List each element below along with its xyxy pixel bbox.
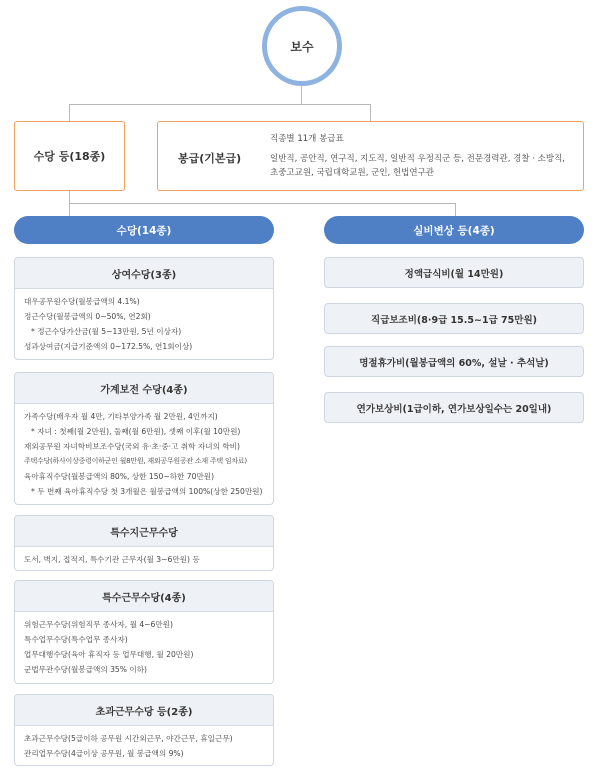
card-bonus-allowance bbox=[14, 257, 274, 360]
allowance-types-header-label: 수당(14종) bbox=[116, 224, 172, 237]
card-title: 가계보전 수당(4종) bbox=[15, 373, 273, 404]
connector-allowances-down bbox=[69, 191, 70, 203]
card-title: 특수근무수당(4종) bbox=[15, 581, 273, 612]
card-line: 가족수당(배우자 월 4만, 기타부양가족 월 2만원, 4인까지) bbox=[24, 412, 218, 421]
card-line: 위험근무수당(위험직무 종사자, 월 4~6만원) bbox=[24, 620, 173, 629]
card-line: * 정근수당가산금(월 5~13만원, 5년 이상자) bbox=[31, 327, 182, 336]
annual-leave-compensation-box bbox=[324, 392, 584, 423]
card-household-allowance bbox=[14, 372, 274, 505]
base-salary-line-2: 초중고교원, 국립대학교원, 군인, 헌법연구관 bbox=[270, 168, 435, 178]
expense-compensation-header bbox=[324, 216, 584, 244]
card-line: 도서, 벽지, 접적지, 특수기관 근무자(월 3~6만원) 등 bbox=[24, 555, 200, 564]
card-line: 성과상여금(지급기준액의 0~172.5%, 연1회이상) bbox=[24, 342, 193, 351]
card-line: 주택수당(하사이상중령이하군인 월8만원, 재외공무원공관 소재 주택 임차료) bbox=[24, 457, 247, 465]
meal-allowance-box bbox=[324, 257, 584, 288]
base-salary-node bbox=[157, 121, 584, 191]
card-line: 정근수당(월봉급액의 0~50%, 연2회) bbox=[24, 312, 151, 321]
annual-leave-compensation-label: 연가보상비(1급이하, 연가보상일수는 20일내) bbox=[356, 403, 552, 415]
base-salary-title: 봉급(기본급) bbox=[178, 152, 242, 165]
holiday-bonus-label: 명절휴가비(월봉급액의 60%, 설날 · 추석날) bbox=[359, 357, 549, 369]
card-line: * 자녀 : 첫째(월 2만원), 둘째(월 6만원), 셋째 이후(월 10만원) bbox=[31, 427, 241, 436]
allowance-types-header bbox=[14, 216, 274, 244]
connector-top-horizontal bbox=[69, 104, 370, 105]
connector-to-left-header bbox=[69, 203, 70, 216]
position-subsidy-label: 직급보조비(8·9급 15.5~1급 75만원) bbox=[371, 314, 537, 326]
card-overtime-allowance bbox=[14, 694, 274, 766]
connector-to-salary bbox=[370, 104, 371, 121]
base-salary-line-1: 일반직, 공안직, 연구직, 지도직, 일반직 우정직군 등, 전문경력관, 경찰 · 소방직, bbox=[270, 154, 565, 164]
card-line: 군법무관수당(월봉급액의 35% 이하) bbox=[24, 665, 147, 674]
card-line: 초과근무수당(5급이하 공무원 시간외근무, 야간근무, 휴일근무) bbox=[24, 734, 233, 743]
card-special-duty-allowance bbox=[14, 580, 274, 684]
position-subsidy-box bbox=[324, 303, 584, 334]
card-line: * 두 번째 육아휴직수당 첫 3개월은 월봉급액의 100%(상한 250만원) bbox=[31, 487, 263, 496]
expense-compensation-header-label: 실비변상 등(4종) bbox=[413, 224, 495, 237]
root-node-compensation bbox=[262, 6, 342, 86]
connector-root-down bbox=[301, 86, 302, 104]
connector-mid-horizontal bbox=[69, 203, 455, 204]
card-line: 재외공무원 자녀학비보조수당(국외 유·초·중·고 취학 자녀의 학비) bbox=[24, 442, 240, 451]
card-title: 특수지근무수당 bbox=[15, 516, 273, 547]
card-title: 초과근무수당 등(2종) bbox=[15, 695, 273, 726]
allowances-node bbox=[14, 121, 125, 191]
card-line: 특수업무수당(특수업무 종사자) bbox=[24, 635, 128, 644]
connector-to-allowances bbox=[69, 104, 70, 121]
allowances-label: 수당 등(18종) bbox=[33, 150, 106, 163]
connector-to-right-header bbox=[455, 203, 456, 216]
card-line: 관리업무수당(4급이상 공무원, 월 봉급액의 9%) bbox=[24, 749, 184, 758]
card-line: 대우공무원수당(월봉급액의 4.1%) bbox=[24, 297, 140, 306]
card-line: 육아휴직수당(월봉급액의 80%, 상한 150~하한 70만원) bbox=[24, 472, 215, 481]
meal-allowance-label: 정액급식비(월 14만원) bbox=[404, 268, 504, 280]
holiday-bonus-box bbox=[324, 346, 584, 377]
base-salary-subtitle: 직종별 11개 봉급표 bbox=[270, 134, 344, 144]
card-title: 상여수당(3종) bbox=[15, 258, 273, 289]
root-label: 보수 bbox=[290, 39, 314, 54]
card-line: 업무대행수당(육아 휴직자 등 업무대행, 월 20만원) bbox=[24, 650, 194, 659]
card-special-region-allowance bbox=[14, 515, 274, 571]
